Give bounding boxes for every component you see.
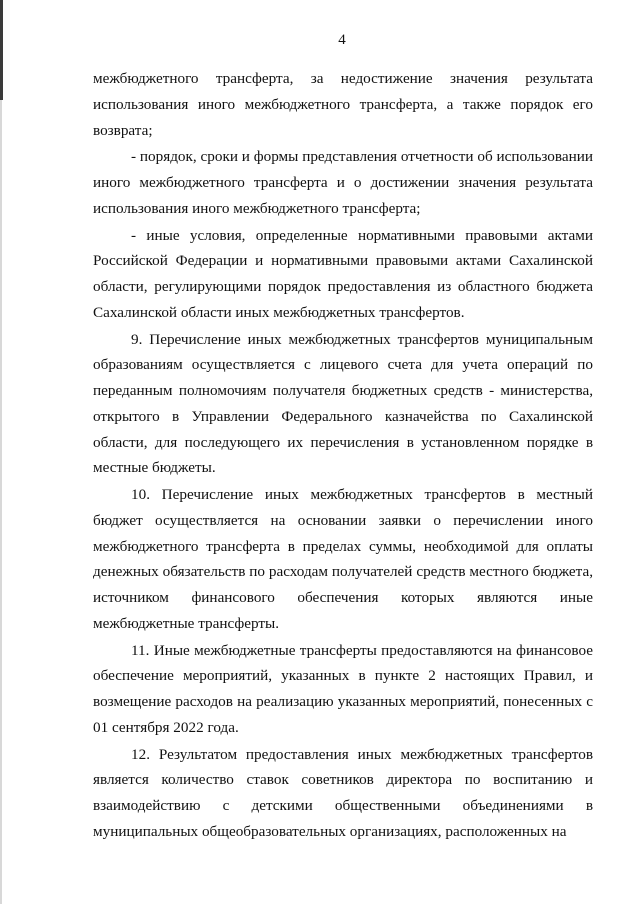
paragraph-item-10: 10. Перечисление иных межбюджетных трансфертов в местный бюджет осуществляется на основании заявки о перечислении иного межбюджетного трансферта в пределах суммы, необходимой для оплаты денежных обязательств по расходам получателей средств местного бюджета, источником финансового обеспечения которых являются иные межбюджетные трансферты. xyxy=(93,486,593,632)
scan-edge-shadow xyxy=(0,0,3,100)
paragraph-item-9: 9. Перечисление иных межбюджетных трансфертов муниципальным образованиям осуществляется с лицевого счета для учета операций по переданным полномочиям получателя бюджетных средств - министерства, открытого в Управлении Федерального казначейства по Сахалинской области, для последующего их перечисления в установленном порядке в местные бюджеты. xyxy=(93,330,593,477)
paragraph-other-conditions: - иные условия, определенные нормативными правовыми актами Российской Федерации и нормативными правовыми актами Сахалинской области, регулирующими порядок предоставления из областного бюджета Сахалинской области иных межбюджетных трансфертов. xyxy=(93,226,593,321)
document-body xyxy=(93,66,593,845)
paragraph-item-11: 11. Иные межбюджетные трансферты предоставляются на финансовое обеспечение мероприятий, указанных в пункте 2 настоящих Правил, и возмещение расходов на реализацию указанных мероприятий, понесенных с 01 сентября 2022 года. xyxy=(93,641,593,736)
paragraph-continuation: межбюджетного трансферта, за недостижение значения результата использования иного межбюджетного трансферта, а также порядок его возврата; xyxy=(93,70,593,139)
paragraph-report-order: - порядок, сроки и формы представления отчетности об использовании иного межбюджетного трансферта и о достижении значения результата использования иного межбюджетного трансферта; xyxy=(93,148,593,217)
page-number: 4 xyxy=(338,32,346,48)
scan-edge-line xyxy=(0,100,2,904)
paragraph-item-12: 12. Результатом предоставления иных межбюджетных трансфертов является количество ставок советников директора по воспитанию и взаимодействию с детскими общественными объединениями в муниципальных общеобразовательных организациях, расположенных на xyxy=(93,745,593,840)
